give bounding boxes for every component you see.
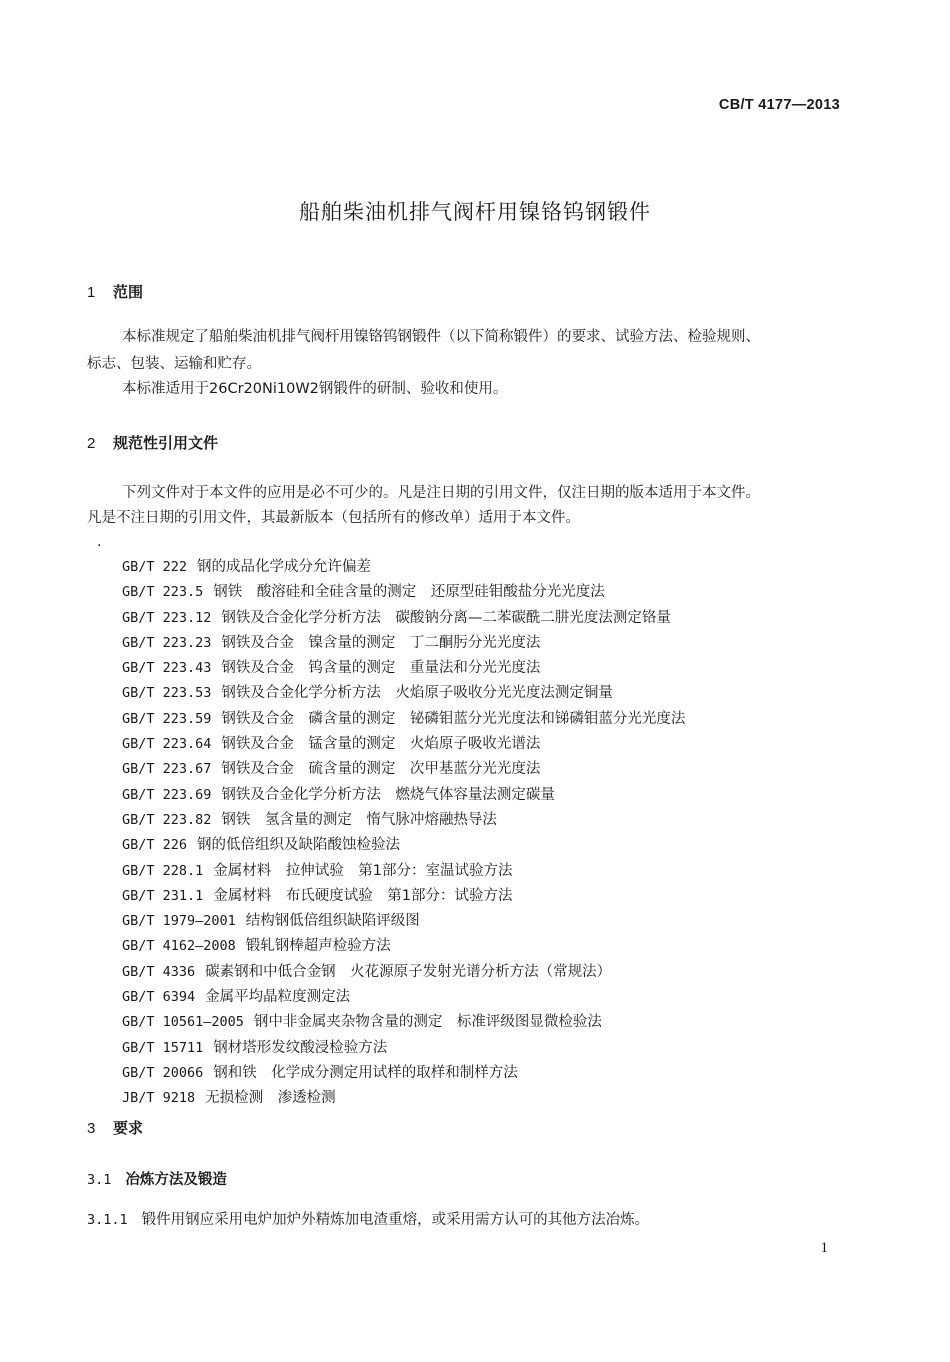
- reference-item: [122, 1036, 685, 1061]
- reference-item: [122, 934, 685, 959]
- scope-paragraph-2: 本标准适用于26Cr20Ni10W2钢锻件的研制、验收和使用。: [122, 381, 508, 397]
- reference-title: 钢铁及合金 硫含量的测定 次甲基蓝分光光度法: [221, 761, 541, 778]
- section-number: 2: [87, 435, 96, 452]
- reference-item: [122, 808, 685, 833]
- clause-number: 3.1.1: [87, 1212, 128, 1228]
- reference-code: GB/T 223.82: [122, 811, 212, 828]
- reference-item: [122, 1010, 685, 1035]
- reference-code: GB/T 223.53: [122, 685, 212, 702]
- reference-code: GB/T 223.5: [122, 584, 204, 601]
- reference-title: 钢铁及合金 磷含量的测定 铋磷钼蓝分光光度法和锑磷钼蓝分光光度法: [221, 710, 686, 727]
- section-title: 规范性引用文件: [113, 434, 219, 452]
- reference-code: GB/T 10561—2005: [122, 1014, 244, 1031]
- reference-title: 钢铁及合金化学分析方法 碳酸钠分离—二苯碳酰二肼光度法测定铬量: [221, 609, 671, 626]
- reference-item: [122, 1061, 685, 1086]
- reference-item: [122, 732, 685, 757]
- clause-text: 锻件用钢应采用电炉加炉外精炼加电渣重熔，或采用需方认可的其他方法冶炼。: [141, 1212, 650, 1228]
- reference-title: 钢铁 酸溶硅和全硅含量的测定 还原型硅钼酸盐分光光度法: [213, 584, 605, 601]
- subsection-number: 3.1: [87, 1172, 112, 1188]
- reference-title: 钢铁及合金 镍含量的测定 丁二酮肟分光光度法: [221, 634, 541, 651]
- reference-item: [122, 580, 685, 605]
- reference-item: [122, 960, 685, 985]
- reference-code: GB/T 6394: [122, 989, 196, 1006]
- reference-title: 钢的成品化学成分允许偏差: [197, 559, 372, 575]
- page-number: 1: [820, 1240, 828, 1256]
- reference-item: [122, 555, 685, 580]
- reference-code: GB/T 223.43: [122, 660, 212, 677]
- normative-intro-line-2: 凡是不注日期的引用文件，其最新版本（包括所有的修改单）适用于本文件。: [87, 510, 580, 526]
- reference-item: [122, 757, 685, 782]
- reference-item: [122, 833, 685, 858]
- reference-title: 锻轧钢棒超声检验方法: [245, 938, 391, 955]
- reference-item: [122, 985, 685, 1010]
- reference-title: 钢铁 氢含量的测定 惰气脉冲熔融热导法: [221, 811, 497, 828]
- bullet-mark: ·: [97, 538, 102, 554]
- reference-code: GB/T 1979—2001: [122, 913, 236, 930]
- reference-title: 钢的低倍组织及缺陷酸蚀检验法: [197, 837, 401, 854]
- reference-item: [122, 707, 685, 732]
- section-3-heading: [87, 1117, 143, 1138]
- reference-code: GB/T 4336: [122, 963, 196, 980]
- section-title: 要求: [113, 1119, 144, 1137]
- reference-item: [122, 909, 685, 934]
- reference-title: 钢材塔形发纹酸浸检验方法: [213, 1039, 388, 1056]
- reference-title: 金属材料 布氏硬度试验 第1部分：试验方法: [213, 887, 513, 904]
- reference-code: GB/T 4162—2008: [122, 938, 236, 955]
- reference-code: GB/T 223.59: [122, 710, 212, 727]
- subsection-title: 冶炼方法及锻造: [125, 1172, 227, 1188]
- section-2-heading: [87, 432, 218, 453]
- subsection-3-1-heading: [87, 1168, 227, 1189]
- document-title: 船舶柴油机排气阀杆用镍铬钨钢锻件: [299, 200, 651, 224]
- reference-code: GB/T 223.67: [122, 761, 212, 778]
- reference-title: 金属材料 拉伸试验 第1部分：室温试验方法: [213, 862, 513, 879]
- reference-title: 钢铁及合金 锰含量的测定 火焰原子吸收光谱法: [221, 736, 541, 753]
- reference-title: 钢铁及合金化学分析方法 燃烧气体容量法测定碳量: [221, 786, 555, 803]
- reference-code: GB/T 222: [122, 559, 188, 575]
- reference-title: 钢中非金属夹杂物含量的测定 标准评级图显微检验法: [253, 1014, 602, 1031]
- reference-code: GB/T 223.23: [122, 634, 212, 651]
- reference-item: [122, 1086, 685, 1111]
- reference-code: GB/T 228.1: [122, 862, 204, 879]
- reference-title: 金属平均晶粒度测定法: [205, 989, 351, 1006]
- reference-item: [122, 631, 685, 656]
- reference-item: [122, 656, 685, 681]
- section-title: 范围: [113, 283, 144, 301]
- reference-code: GB/T 223.12: [122, 609, 212, 626]
- reference-list: [122, 555, 685, 1112]
- reference-title: 无损检测 渗透检测: [205, 1090, 336, 1107]
- scope-paragraph-1-line-2: 标志、包装、运输和贮存。: [87, 356, 261, 372]
- reference-code: GB/T 223.64: [122, 736, 212, 753]
- reference-item: [122, 783, 685, 808]
- reference-title: 结构钢低倍组织缺陷评级图: [245, 913, 420, 930]
- reference-title: 钢铁及合金化学分析方法 火焰原子吸收分光光度法测定铜量: [221, 685, 613, 702]
- reference-title: 碳素钢和中低合金钢 火花源原子发射光谱分析方法（常规法）: [205, 963, 612, 980]
- section-1-heading: [87, 281, 143, 302]
- scope-paragraph-1-line-1: 本标准规定了船舶柴油机排气阀杆用镍铬钨钢锻件（以下简称锻件）的要求、试验方法、检验规则、: [122, 329, 760, 345]
- clause-3-1-1: [87, 1208, 649, 1229]
- reference-code: GB/T 223.69: [122, 786, 212, 803]
- reference-item: [122, 859, 685, 884]
- normative-intro-line-1: 下列文件对于本文件的应用是必不可少的。凡是注日期的引用文件，仅注日期的版本适用于本文件。: [122, 485, 760, 501]
- reference-code: GB/T 231.1: [122, 887, 204, 904]
- standard-code: CB/T 4177—2013: [718, 97, 840, 113]
- reference-code: GB/T 226: [122, 837, 188, 854]
- reference-item: [122, 681, 685, 706]
- section-number: 3: [87, 1120, 96, 1137]
- reference-code: JB/T 9218: [122, 1090, 196, 1107]
- reference-code: GB/T 20066: [122, 1064, 204, 1081]
- reference-title: 钢和铁 化学成分测定用试样的取样和制样方法: [213, 1064, 518, 1081]
- reference-title: 钢铁及合金 钨含量的测定 重量法和分光光度法: [221, 660, 541, 677]
- reference-code: GB/T 15711: [122, 1039, 204, 1056]
- reference-item: [122, 606, 685, 631]
- section-number: 1: [87, 284, 96, 301]
- reference-item: [122, 884, 685, 909]
